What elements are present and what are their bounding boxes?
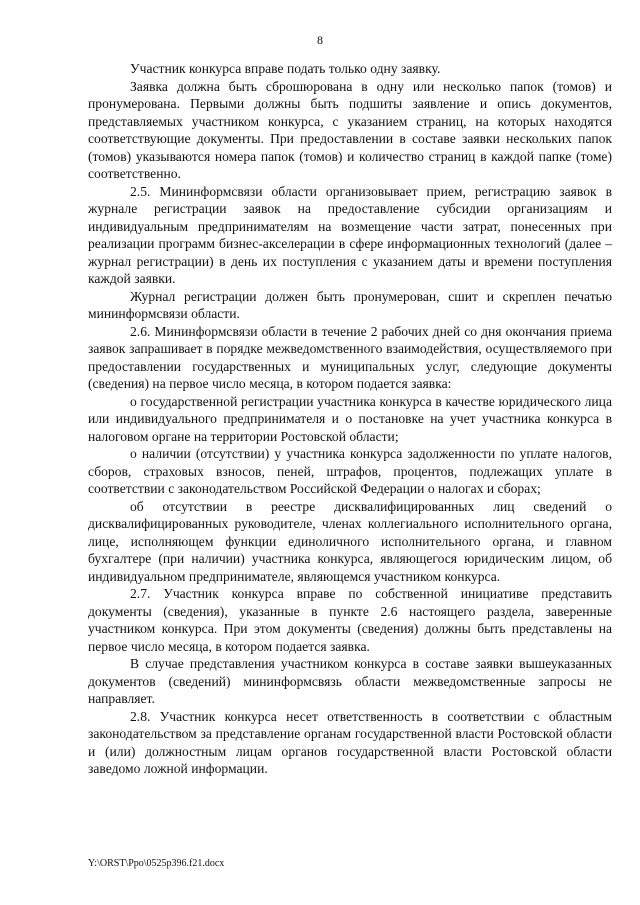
paragraph: Участник конкурса вправе подать только одну заявку. [130, 61, 441, 76]
paragraph: об отсутствии в реестре дисквалифицированных лиц сведений о дисквалифицированных руководителе, членах коллегиального исполнительного органа, лице, исполняющем функции единоличного исполнительного органа, и главном бухгалтере (при наличии) участника конкурса, являющегося юридическим лицом, об индивидуальном предпринимателе, являющемся участником конкурса. [88, 498, 612, 584]
paragraph: о наличии (отсутствии) у участника конкурса задолженности по уплате налогов, сборов, страховых взносов, пеней, штрафов, процентов, подлежащих уплате в соответствии с законодательством Российской Федерации о налогах и сборах; [88, 446, 612, 496]
paragraph: В случае представления участником конкурса в составе заявки вышеуказанных документов (сведений) мининформсвязь области межведомственные запросы не направляет. [88, 656, 612, 706]
paragraph: о государственной регистрации участника конкурса в качестве юридического лица или индивидуального предпринимателя и о постановке на учет участника конкурса в налоговом органе на территории Ростовской области; [88, 393, 612, 444]
paragraph: 2.6. Мининформсвязи области в течение 2 рабочих дней со дня окончания приема заявок запрашивает в порядке межведомственного взаимодействия, осуществляемого при предоставлении государственных и муниципальных услуг, следующие документы (сведения) на первое число месяца, в котором подается заявка: [88, 323, 612, 391]
paragraph: Журнал регистрации должен быть пронумерован, сшит и скреплен печатью мининформсвязи области. [88, 288, 612, 321]
document-body [88, 60, 612, 778]
footer-file-path: Y:\ORST\Ppo\0525p396.f21.docx [88, 858, 225, 869]
paragraph: 2.5. Мининформсвязи области организовывает прием, регистрацию заявок в журнале регистрации заявок на предоставление субсидии организациям и индивидуальным предпринимателям на возмещение части затрат, понесенных при реализации программ бизнес-акселерации в сфере информационных технологий (далее – журнал регистрации) в день их поступления с указанием даты и времени поступления каждой заявки. [88, 183, 612, 286]
paragraph: Заявка должна быть сброшюрована в одну или несколько папок (томов) и пронумерована. Первыми должны быть подшиты заявление и опись документов, представляемых участником конкурса, с указанием страниц, на которых находятся соответствующие документы. При предоставлении в составе заявки нескольких папок (томов) указываются номера папок (томов) и количество страниц в каждой папке (томе) соответственно. [88, 78, 612, 181]
paragraph: 2.7. Участник конкурса вправе по собственной инициативе представить документы (сведения), указанные в пункте 2.6 настоящего раздела, заверенные участником конкурса. При этом документы (сведения) должны быть представлены на первое число месяца, в котором подается заявка. [88, 586, 612, 654]
paragraph: 2.8. Участник конкурса несет ответственность в соответствии с областным законодательством за представление органам государственной власти Ростовской области и (или) должностным лицам органов государственной власти Ростовской области заведомо ложной информации. [88, 708, 612, 776]
page-number: 8 [317, 33, 323, 47]
